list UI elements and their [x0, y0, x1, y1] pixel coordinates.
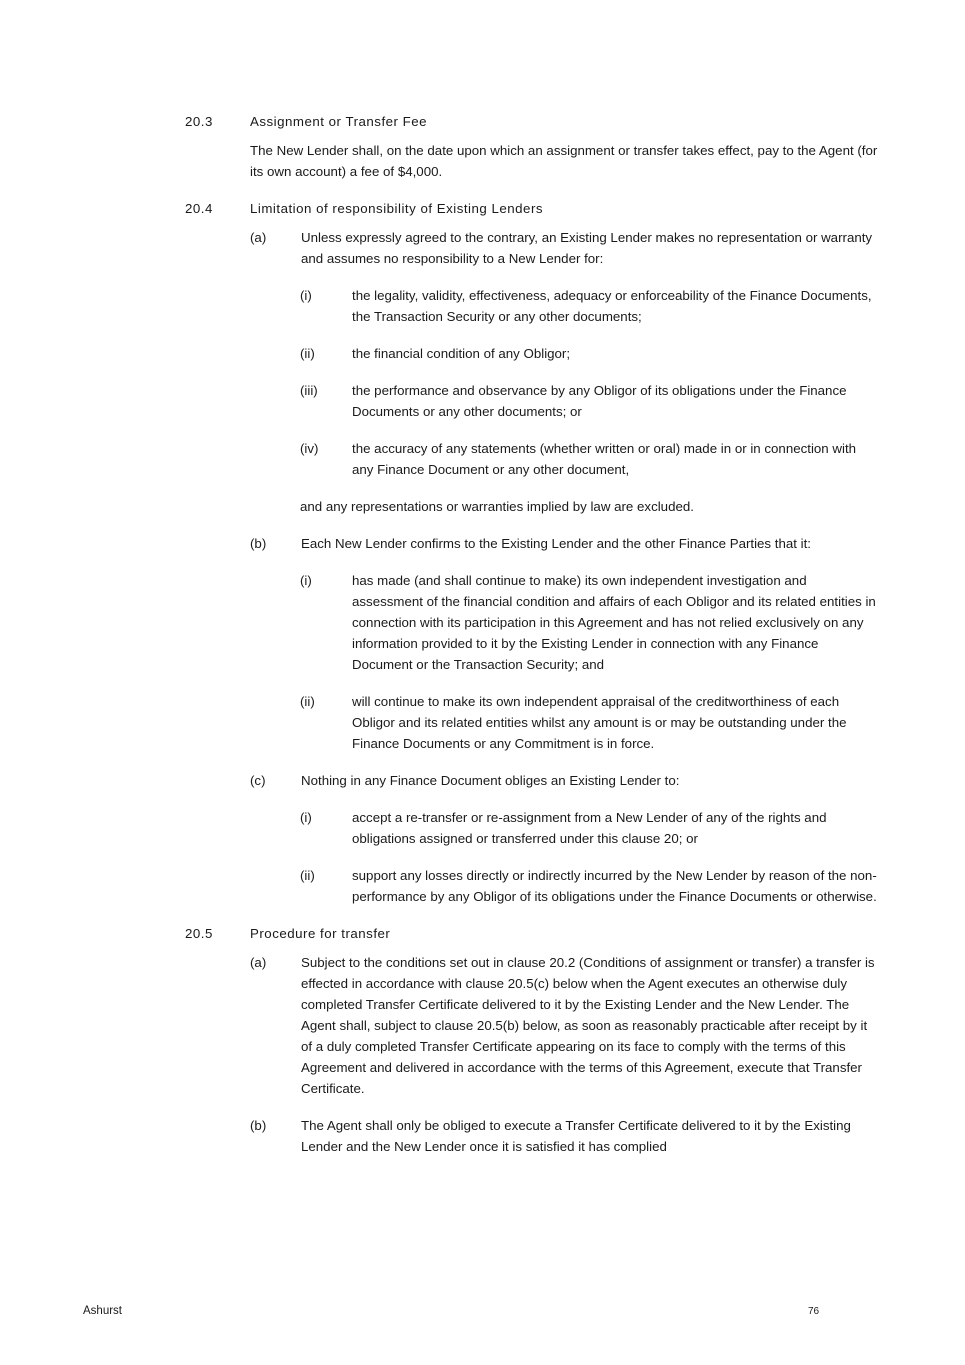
- list-item-text: Nothing in any Finance Document obliges an Existing Lender to:: [301, 773, 680, 788]
- list-item-marker: (b): [250, 536, 267, 551]
- list-item-marker: (i): [300, 810, 312, 825]
- clause-title: Procedure for transfer: [250, 926, 391, 941]
- section-20-5-heading: [185, 923, 880, 944]
- list-item-text: Each New Lender confirms to the Existing Lender and the other Finance Parties that it:: [301, 536, 811, 551]
- list-item-b-ii: [185, 691, 880, 754]
- list-item-text: support any losses directly or indirectly incurred by the New Lender by reason of the non-performance by any Obligor of its obligations under the Finance Documents or otherwise.: [352, 868, 877, 904]
- clause-number: 20.3: [185, 114, 213, 129]
- list-item-c-ii: [185, 865, 880, 907]
- list-item-c: [185, 770, 880, 791]
- clause-title: Limitation of responsibility of Existing Lenders: [250, 201, 544, 216]
- continuation-paragraph: and any representations or warranties implied by law are excluded.: [300, 499, 694, 514]
- list-item-text: the accuracy of any statements (whether written or oral) made in or in connection with any Finance Document or any other document,: [352, 441, 857, 477]
- list-item-a: [185, 227, 880, 269]
- footer-firm-name: Ashurst: [83, 1305, 122, 1317]
- list-item-marker: (b): [250, 1118, 267, 1133]
- list-item-marker: (i): [300, 573, 312, 588]
- list-item-b: [185, 1115, 880, 1157]
- clause-paragraph: The New Lender shall, on the date upon which an assignment or transfer takes effect, pay to the Agent (for its own account) a fee of $4,000.: [250, 143, 878, 179]
- clause-title: Assignment or Transfer Fee: [250, 114, 428, 129]
- clause-number: 20.4: [185, 201, 213, 216]
- list-item-text: Unless expressly agreed to the contrary, an Existing Lender makes no representation or warranty and assumes no responsibility to a New Lender for:: [301, 230, 873, 266]
- section-20-4-heading: [185, 198, 880, 219]
- list-item-marker: (a): [250, 955, 267, 970]
- list-item-marker: (ii): [300, 346, 315, 361]
- list-item-text: Subject to the conditions set out in clause 20.2 (Conditions of assignment or transfer) a transfer is effected in accordance with clause 20.5(c) below when the Agent executes an otherwise duly completed Transfer Certificate delivered to it by the Existing Lender and the New Lender. The Agent shall, subject to clause 20.5(b) below, as soon as reasonably practicable after receipt by it of a duly completed Transfer Certificate appearing on its face to comply with the terms of this Agreement and delivered in accordance with the terms of this Agreement, execute that Transfer Certificate.: [301, 955, 875, 1096]
- list-item-text: will continue to make its own independent appraisal of the creditworthiness of each Obligor and its related entities whilst any amount is or may be outstanding under the Finance Documents or any Commitment is in force.: [352, 694, 847, 751]
- list-item-text: the performance and observance by any Obligor of its obligations under the Finance Documents or any other documents; or: [352, 383, 847, 419]
- list-item-a-ii: [185, 343, 880, 364]
- list-item-marker: (ii): [300, 694, 315, 709]
- list-item-text: accept a re-transfer or re-assignment from a New Lender of any of the rights and obligations assigned or transferred under this clause 20; or: [352, 810, 827, 846]
- list-item-marker: (i): [300, 288, 312, 303]
- list-item-a-iv: [185, 438, 880, 480]
- section-20-3-heading: [185, 111, 880, 132]
- list-item-text: the financial condition of any Obligor;: [352, 346, 571, 361]
- list-item-a-i: [185, 285, 880, 327]
- list-item-b-i: [185, 570, 880, 675]
- list-item-marker: (a): [250, 230, 267, 245]
- list-item-marker: (ii): [300, 868, 315, 883]
- list-item-b: [185, 533, 880, 554]
- list-item-text: has made (and shall continue to make) its own independent investigation and assessment of the financial condition and affairs of each Obligor and its related entities in connection with its participation in this Agreement and has not relied exclusively on any information provided to it by the Existing Lender in connection with any Finance Document or the Transaction Security; and: [352, 573, 876, 672]
- document-content: [185, 111, 880, 1173]
- list-item-text: The Agent shall only be obliged to execute a Transfer Certificate delivered to it by the Existing Lender and the New Lender once it is satisfied it has complied: [301, 1118, 851, 1154]
- list-item-text: the legality, validity, effectiveness, adequacy or enforceability of the Finance Documents, the Transaction Security or any other documents;: [352, 288, 872, 324]
- list-item-c-i: [185, 807, 880, 849]
- footer-page-number: 76: [808, 1306, 820, 1317]
- list-item-a-iii: [185, 380, 880, 422]
- list-item-marker: (iii): [300, 383, 318, 398]
- list-item-marker: (c): [250, 773, 266, 788]
- list-item-a: [185, 952, 880, 1099]
- clause-number: 20.5: [185, 926, 213, 941]
- list-item-marker: (iv): [300, 441, 319, 456]
